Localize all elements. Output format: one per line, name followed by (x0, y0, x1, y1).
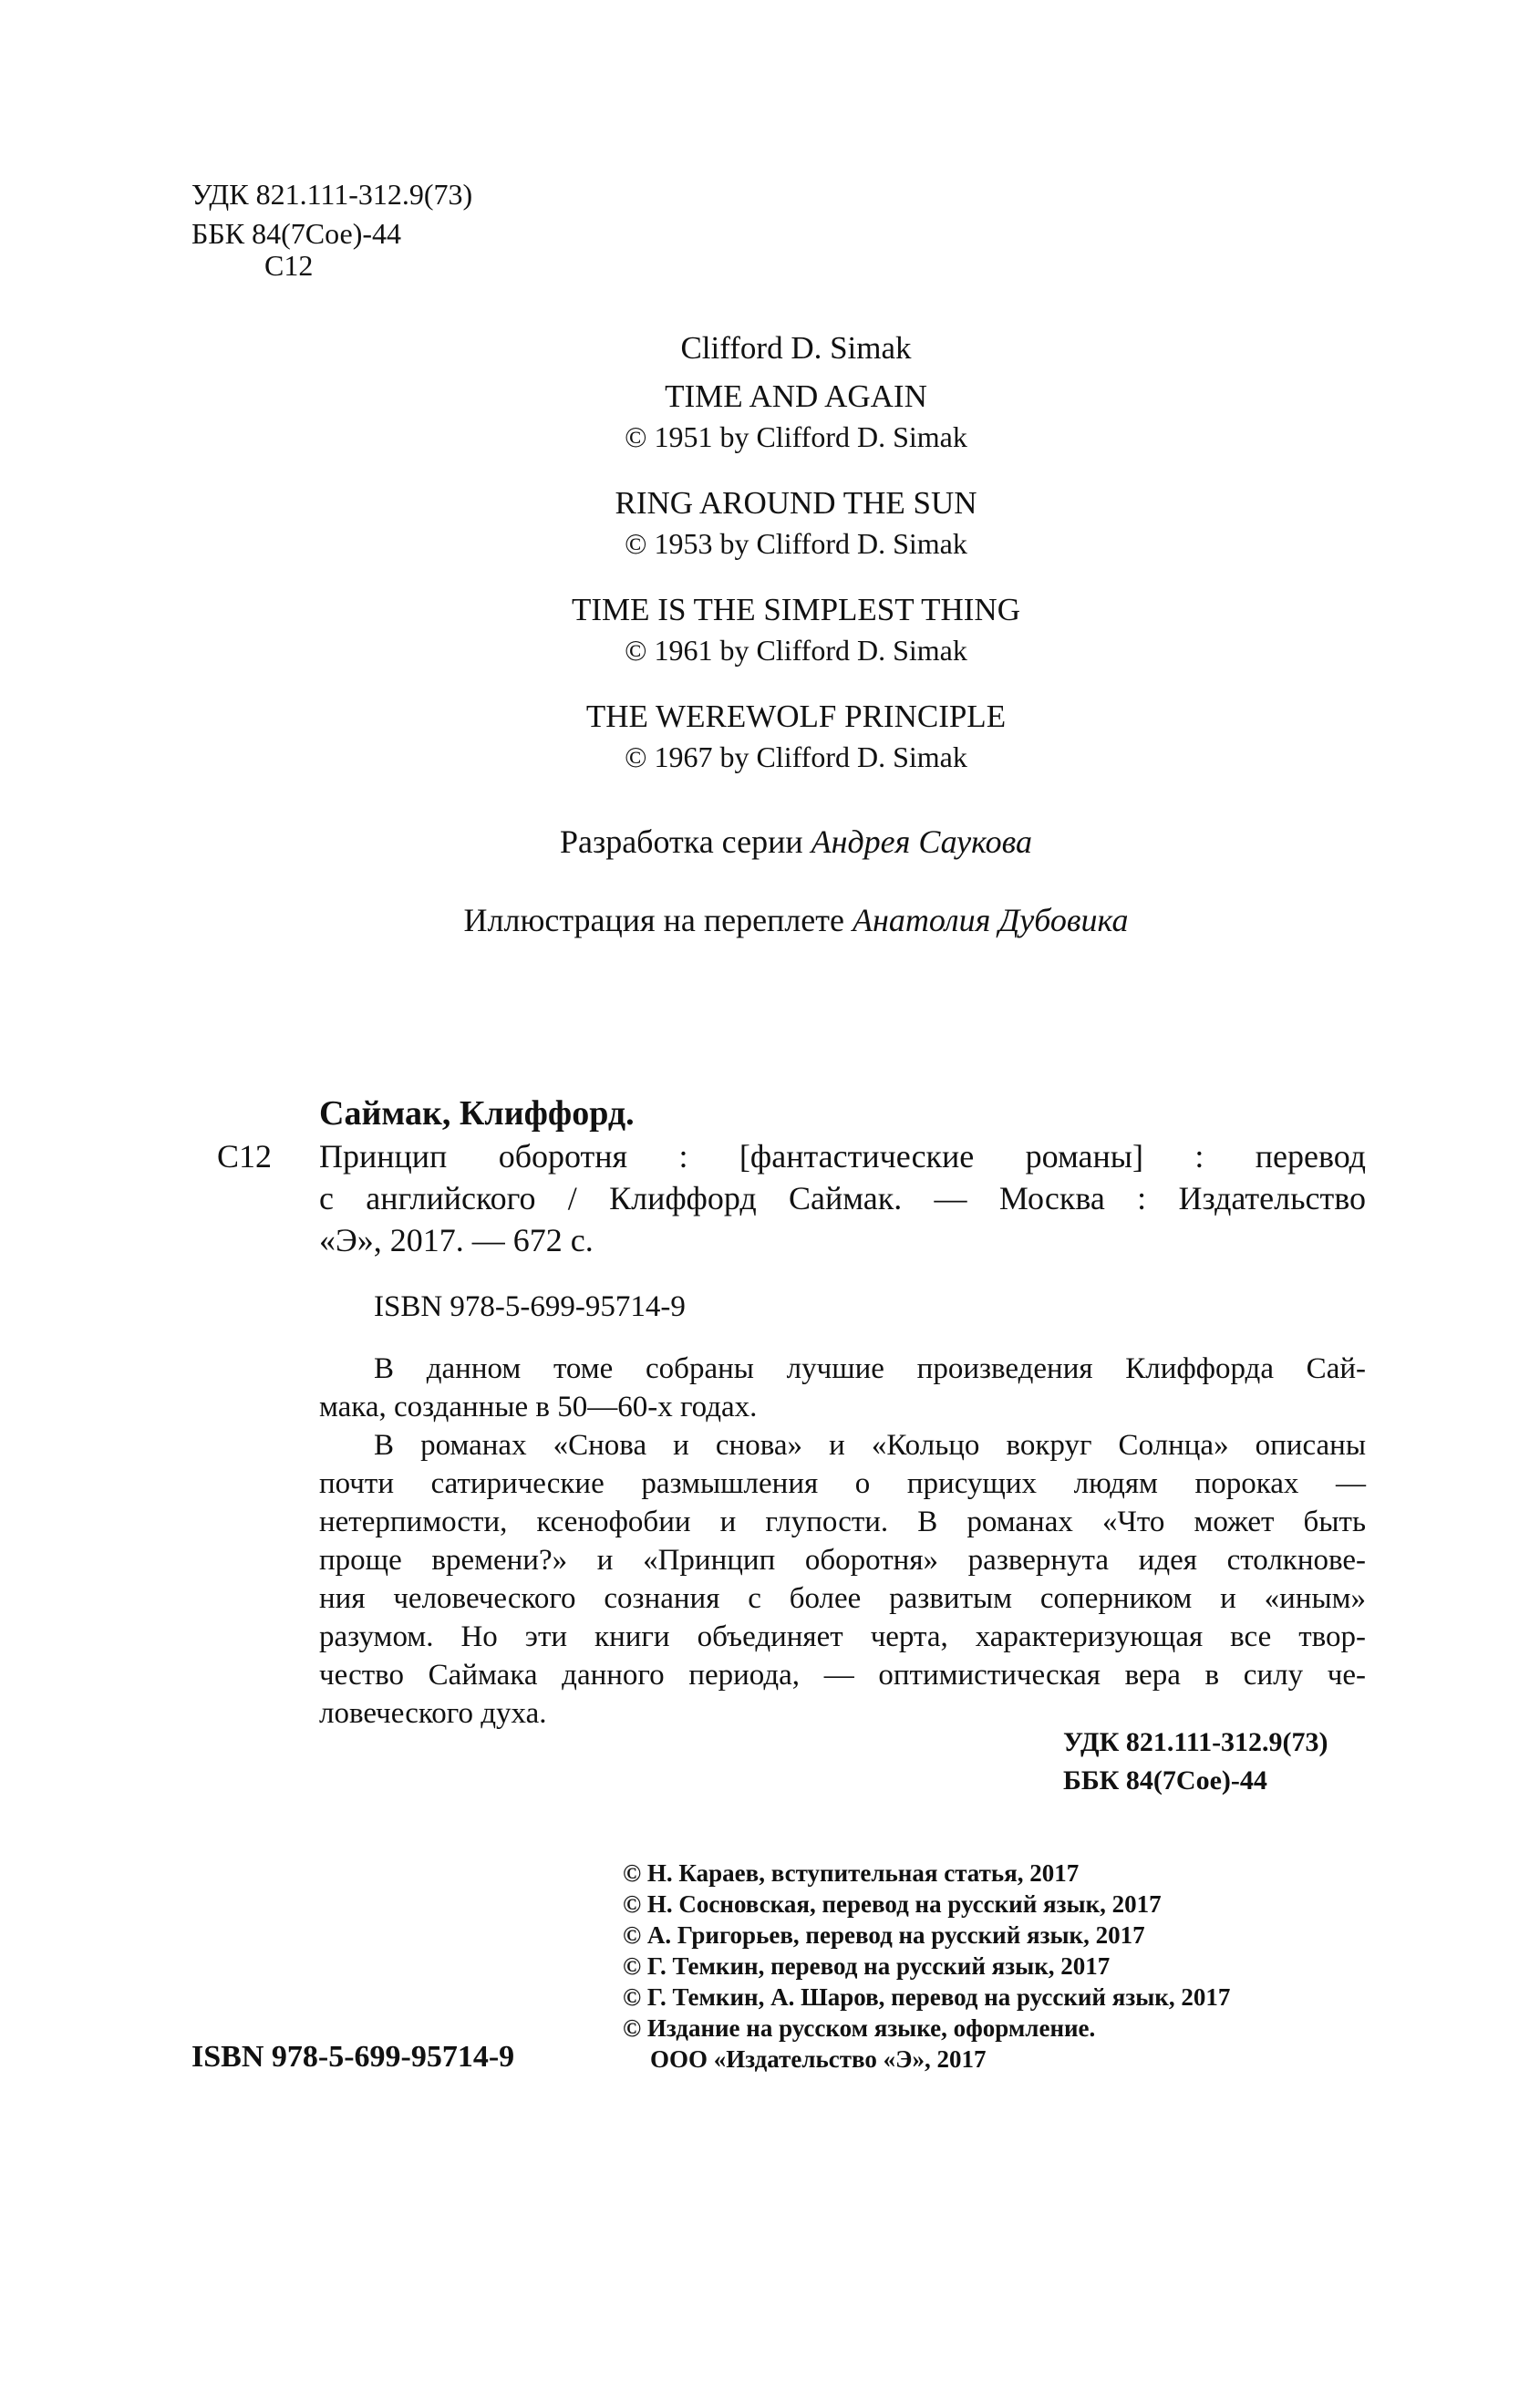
rights-line: © А. Григорьев, перевод на русский язык, 2017 (623, 1921, 1145, 1949)
annotation-line: ния человеческого сознания с более развитым соперником и «иным» (319, 1582, 1366, 1615)
udk-code: УДК 821.111-312.9(73) (191, 178, 473, 211)
rights-line: © Н. Сосновская, перевод на русский язык, 2017 (623, 1890, 1162, 1918)
cover-credit (249, 897, 1343, 943)
rights-line: © Н. Караев, вступительная статья, 2017 (623, 1859, 1080, 1887)
card-author: Саймак, Клиффорд. (319, 1094, 635, 1133)
work-entry (431, 377, 1161, 457)
annotation-line: чество Саймака данного периода, — оптимистическая вера в силу че- (319, 1659, 1366, 1692)
work-entry (431, 590, 1161, 670)
annotation-line: мака, созданные в 50—60-х годах. (319, 1391, 758, 1423)
original-author: Clifford D. Simak (680, 330, 912, 366)
card-author-mark: С12 (217, 1138, 273, 1175)
card-isbn: ISBN 978-5-699-95714-9 (374, 1290, 686, 1323)
card-description-line: Принцип оборотня : [фантастические романы] : перевод (319, 1138, 1366, 1175)
series-credit-label: Разработка серии (559, 823, 803, 860)
work-copyright: © 1951 by Clifford D. Simak (625, 420, 967, 453)
bbk-code: ББК 84(7Сое)-44 (191, 217, 401, 250)
rights-notice (623, 1858, 1230, 2075)
annotation-line: проще времени?» и «Принцип оборотня» развернута идея столкнове- (319, 1544, 1366, 1577)
rights-line: © Издание на русском языке, оформление. (623, 2014, 1096, 2042)
work-copyright: © 1961 by Clifford D. Simak (625, 634, 967, 667)
annotation-line: В данном томе собраны лучшие произведения Клиффорда Сай- (374, 1352, 1366, 1385)
rights-line: ООО «Издательство «Э», 2017 (650, 2045, 987, 2073)
card-description (319, 1135, 1366, 1261)
cover-credit-person: Анатолия Дубовика (852, 902, 1129, 938)
card-bbk: ББК 84(7Сое)-44 (1063, 1765, 1267, 1796)
rights-line: © Г. Темкин, перевод на русский язык, 2017 (623, 1952, 1111, 1980)
work-title: RING AROUND THE SUN (615, 485, 977, 521)
work-entry (431, 483, 1161, 564)
card-description-line: с английского / Клиффорд Саймак. — Москва : Издательство (319, 1180, 1366, 1216)
work-copyright: © 1953 by Clifford D. Simak (625, 527, 967, 560)
series-credit (249, 819, 1343, 864)
work-title: TIME IS THE SIMPLEST THING (572, 592, 1020, 627)
annotation-line: нетерпимости, ксенофобии и глупости. В романах «Что может быть (319, 1506, 1366, 1538)
work-entry (431, 697, 1161, 777)
annotation (319, 1350, 1366, 1733)
author-mark: С12 (264, 249, 314, 282)
cover-credit-label: Иллюстрация на переплете (463, 902, 844, 938)
annotation-line: В романах «Снова и снова» и «Кольцо вокруг Солнца» описаны (374, 1429, 1366, 1462)
series-credit-person: Андрея Саукова (811, 823, 1032, 860)
card-description-line: «Э», 2017. — 672 с. (319, 1222, 594, 1258)
annotation-line: ловеческого духа. (319, 1697, 547, 1730)
rights-line: © Г. Темкин, А. Шаров, перевод на русский язык, 2017 (623, 1983, 1231, 2011)
work-copyright: © 1967 by Clifford D. Simak (625, 740, 967, 773)
work-title: THE WEREWOLF PRINCIPLE (585, 699, 1007, 734)
annotation-line: почти сатирические размышления о присущих людям пороках — (319, 1467, 1366, 1500)
annotation-line: разумом. Но эти книги объединяет черта, характеризующая все твор- (319, 1620, 1366, 1653)
main-isbn: ISBN 978-5-699-95714-9 (191, 2040, 515, 2074)
card-udk: УДК 821.111-312.9(73) (1063, 1727, 1328, 1757)
work-title: TIME AND AGAIN (665, 378, 927, 414)
